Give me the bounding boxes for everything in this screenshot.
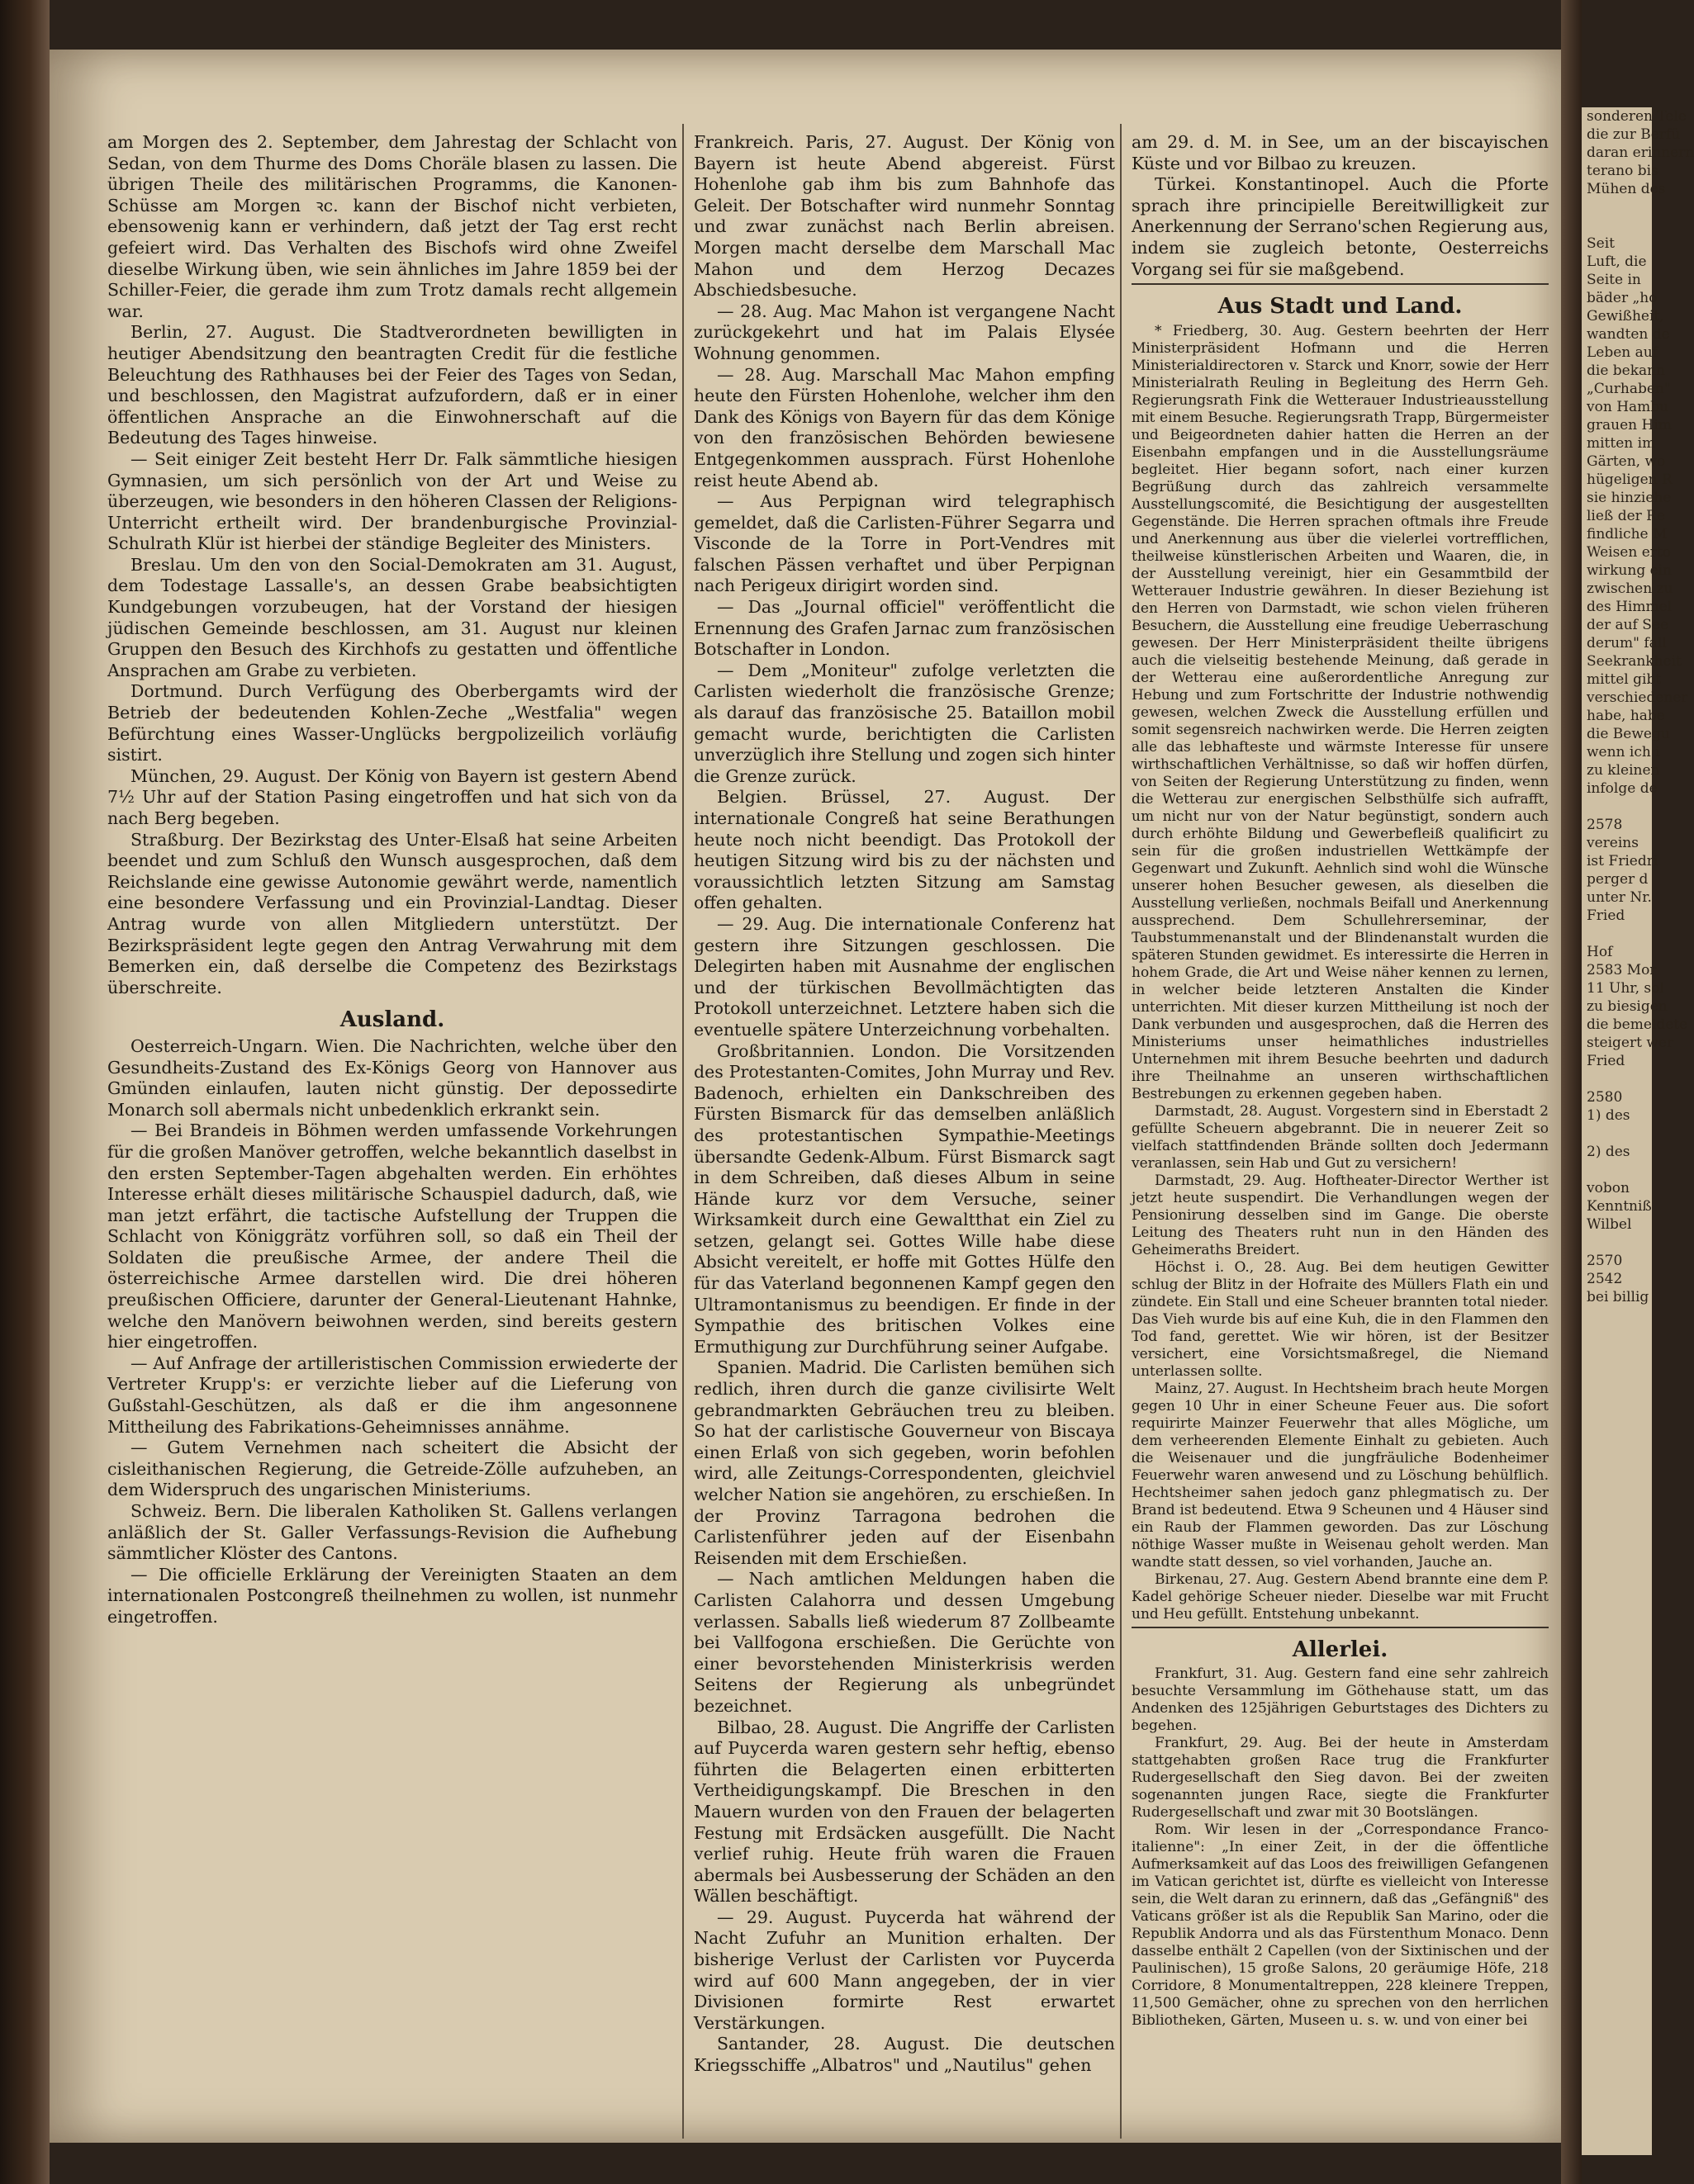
article-journal-officiel: — Das „Journal officiel" veröffentlicht die Ernennung des Grafen Jarnac zum französischen Botschafter in London. [694, 597, 1115, 660]
adjacent-page-line: Mühen des [1587, 181, 1666, 197]
adjacent-page-line: findliche M [1587, 526, 1668, 542]
adjacent-page-line: grauen Him [1587, 417, 1672, 433]
adjacent-page-line: zwischen zu [1587, 580, 1673, 597]
adjacent-page-line: daran erinnern [1587, 144, 1694, 161]
article-oesterreich: Oesterreich-Ungarn. Wien. Die Nachrichten, welche über den Gesundheits-Zustand des Ex-Königs Georg von Hannover aus Gmünden einlaufen, lauten nicht günstig. Der depossedirte Monarch soll abermals nicht unbedenklich erkrankt sein. [107, 1035, 677, 1120]
adjacent-page-line: von Hambu [1587, 399, 1669, 415]
section-heading-allerlei: Allerlei. [1292, 1637, 1388, 1662]
column-3 [1132, 132, 1549, 2030]
article-grossbritannien: Großbritannien. London. Die Vorsitzenden des Protestanten-Comites, John Murray und Rev. Badenoch, erhielten ein Dankschreiben des Fürsten Bismarck für das demselben anläßlich des protestantischen Sympathie-Meetings übersandte Gedenk-Album. Fürst Bismarck sagt in dem Schreiben, daß dieses Album in seine Hände kurz vor dem Versuche, seiner Wirksamkeit durch eine Gewaltthat ein Ziel zu setzen, gelangt sei. Gottes Wille habe diese Absicht vereitelt, er hoffe mit Gottes Hülfe den für das Vaterland begonnenen Kampf gegen den Ultramontanismus zu beendigen. Er finde in der Sympathie des britischen Volkes eine Ermuthigung zur Durchführung seiner Aufgabe. [694, 1040, 1115, 1357]
article-frankreich: Frankreich. Paris, 27. August. Der König von Bayern ist heute Abend abgereist. Fürst Hohenlohe gab ihm bis zum Bahnhofe das Geleit. Der Botschafter wird nunmehr Sonntag und zwar zunächst nach Berlin abreisen. Morgen macht derselbe dem Marschall Mac Mahon und dem Herzog Decazes Abschiedsbesuche. [694, 132, 1115, 301]
adjacent-page-line: mittel gibt [1587, 671, 1662, 688]
article-santander: Santander, 28. August. Die deutschen Kriegsschiffe „Albatros" und „Nautilus" gehen [694, 2034, 1115, 2076]
article-friedberg: * Friedberg, 30. Aug. Gestern beehrten der Herr Ministerpräsident Hofmann und die Herren Ministerialdirectoren v. Starck und Knorr, sowie der Herr Ministerialrath Reuling in Begleitung des Herrn Geh. Regierungsrath Fink die Wetterauer Industrieausstellung mit einem Besuche. Regierungsrath Trapp, Bürgermeister und Beigeordneten dahier hatten die Herren an der Eisenbahn empfangen und in die Ausstellungsräume begleitet. Hier begann sofort, nach einer kurzen Begrüßung durch das zahlreich versammelte Ausstellungscomité, die Besichtigung der ausgestellten Gegenstände. Die Herren sprachen oftmals ihre Freude und Anerkennung aus über die vielerlei vortrefflichen, theilweise künstlerischen Arbeiten und Waaren, die, in der Ausstellung vereinigt, hier ein Gesammtbild der Wetterauer Industrie gewähren. In dieser Beziehung ist den Herren von Darmstadt, wie schon vielen früheren Besuchern, die Ausstellung eine freudige Ueberraschung gewesen. Der Herr Ministerpräsident theilte übrigens auch die vielseitig bestehende Meinung, daß gerade in der Wetterau eine außerordentliche Anregung zur Hebung und zum Fortschritte der Industrie nothwendig gewesen, welchen Zweck die Ausstellung erfüllen und somit segensreich nachwirken werde. Die Herren zeigten alle das lebhafteste und wärmste Interesse für unsere wirthschaftlichen Verhältnisse, so daß wir hoffen dürfen, von Seiten der Regierung Unterstützung zu finden, wenn die Wetterau zur energischen Selbsthülfe sich aufrafft, um nicht nur von der Natur begünstigt, sondern auch durch erhöhte Bildung und Gewerbefleiß qualificirt zu sein für die großen industriellen Wettkämpfe der Gegenwart und Zukunft. Aehnlich sind wohl die Wünsche unserer hohen Besucher gewesen, als dieselben die Ausstellung verließen, nochmals Beifall und Anerkennung aussprechend. Dem Schullehrerseminar, der Taubstummenanstalt und der Blindenanstalt wurden die späteren Stunden gewidmet. Es interessirte die Herren in hohem Grade, die Art und Weise näher kennen zu lernen, in welcher beide letzteren Anstalten die Kinder unterrichten. Mit dieser kurzen Mittheilung ist noch der Dank verbunden und ausgesprochen, daß die Herren des Ministeriums unser heimathliches industrielles Unternehmen mit ihrem Besuche beehrten und dadurch ihre Theilnahme an unseren wirthschaftlichen Bestrebungen zu erkennen gegeben haben. [1132, 322, 1549, 1102]
adjacent-page-line: habe, habe [1587, 708, 1665, 724]
adjacent-page-line: Gewißheit, [1587, 308, 1664, 325]
article-strassburg: Straßburg. Der Bezirkstag des Unter-Elsaß hat seine Arbeiten beendet und zum Schluß den Wunsch ausgesprochen, daß dem Reichslande eine gewisse Autonomie gewährt werde, namentlich eine besondere Verfassung und ein Provinzial-Landtag. Dieser Antrag wurde von allen Mitgliedern unterstützt. Der Bezirkspräsident legte gegen den Antrag Verwahrung mit dem Bemerken ein, daß derselbe die Competenz des Bezirkstags überschreite. [107, 829, 677, 997]
article-darmstadt-1: Darmstadt, 28. August. Vorgestern sind in Eberstadt 2 gefüllte Scheuern abgebrannt. Die in neuerer Zeit so vielfach stattfindenden Brände sollten doch Jedermann veranlassen, sein Hab und Gut zu versichern! [1132, 1102, 1549, 1172]
adjacent-page-line: infolge de [1587, 780, 1658, 797]
article-darmstadt-2: Darmstadt, 29. Aug. Hoftheater-Director Werther ist jetzt heute suspendirt. Die Verhandlungen wegen der Pensionirung desselben sind im Gange. Die oberste Leitung des Theaters ruht nun in den Händen des Geheimeraths Breidert. [1132, 1172, 1549, 1258]
adjacent-page-line: Gärten, wo [1587, 453, 1666, 470]
adjacent-page-line [1582, 925, 1652, 943]
adjacent-page-line: 1) des [1587, 1107, 1630, 1124]
adjacent-page-line: derum" fall [1587, 635, 1667, 651]
section-rule [1132, 1627, 1549, 1628]
adjacent-page-fragment [1582, 107, 1694, 2155]
adjacent-page-line: 2) des [1587, 1144, 1630, 1160]
adjacent-page-line [1582, 198, 1652, 216]
adjacent-page-line: 2542 [1587, 1271, 1623, 1287]
column-rule-2 [1120, 124, 1122, 2139]
article-muenchen: München, 29. August. Der König von Bayern ist gestern Abend 7½ Uhr auf der Station Pasing eingetroffen und hat sich von da nach Berg begeben. [107, 765, 677, 828]
column-rule-1 [682, 124, 684, 2139]
column-1 [107, 132, 677, 1628]
adjacent-page-line: vereins [1587, 835, 1639, 851]
adjacent-page-line: Seite in [1587, 272, 1641, 288]
adjacent-page-line: terano bis [1587, 163, 1658, 179]
adjacent-page-line: die zur Berfü [1587, 126, 1681, 143]
adjacent-page-line: zu biesigen [1587, 998, 1668, 1015]
adjacent-page-line: Hof [1587, 944, 1613, 960]
adjacent-page-line [1582, 1234, 1652, 1252]
adjacent-page-line: vobon [1587, 1180, 1630, 1196]
article-falk: — Seit einiger Zeit besteht Herr Dr. Falk sämmtliche hiesigen Gymnasien, um sich persönlich von der Art und Weise zu überzeugen, wie besonders in den höheren Classen der Religions-Unterricht ertheilt wird. Der brandenburgische Provinzial-Schulrath Klür ist hierbei der ständige Begleiter des Ministers. [107, 448, 677, 554]
book-binding-left [0, 0, 50, 2184]
article-birkenau: Birkenau, 27. Aug. Gestern Abend brannte eine dem P. Kadel gehörige Scheuer nieder. Dieselbe war mit Frucht und Heu gefüllt. Entstehung unbekannt. [1132, 1570, 1549, 1623]
article-sedan-bishop: am Morgen des 2. September, dem Jahrestag der Schlacht von Sedan, von dem Thurme des Doms Choräle blasen zu lassen. Die übrigen Theile des militärischen Programms, die Kanonen-Schüsse am Morgen ꝛc. kann der Bischof nicht verbieten, ebensowenig kann er verhindern, daß jetzt der Tag erst recht gefeiert wird. Das Verhalten des Bischofs wird ohne Zweifel dieselbe Wirkung üben, wie sein ähnliches im Jahre 1859 bei der Schiller-Feier, die gerade ihm zum Trotz damals recht allgemein war. [107, 132, 677, 321]
article-frankfurt-2: Frankfurt, 29. Aug. Bei der heute in Amsterdam stattgehabten großen Race trug die Frankfurter Rudergesellschaft den Sieg davon. Bei der zweiten sogenannten jungen Race, siegte die Frankfurter Rudergesellschaft und zwar mit 30 Bootslängen. [1132, 1735, 1549, 1822]
column-2 [694, 132, 1115, 2077]
adjacent-page-line: sonderen Tele [1587, 108, 1687, 125]
adjacent-page-line: „Curhaben" [1587, 381, 1671, 397]
article-bilbao: Bilbao, 28. August. Die Angriffe der Carlisten auf Puycerda waren gestern sehr heftig, ebenso führten die Belagerten einen erbitterten Vertheidigungskampf. Die Breschen in den Mauern wurden von den Frauen der belagerten Festung mit Erdsäcken ausgefüllt. Die Nacht verlief ruhig. Heute früh waren die Frauen abermals bei Ausbesserung der Schäden an den Wällen beschäftigt. [694, 1717, 1115, 1907]
adjacent-page-line: bäder „ho [1587, 290, 1658, 306]
article-krupp: — Auf Anfrage der artilleristischen Commission erwiederte der Vertreter Krupp's: er verzichte lieber auf die Lieferung von Gußstahl-Geschützen, als daß er die ihm angesonnene Mittheilung des Fabrikations-Geheimnisses annähme. [107, 1353, 677, 1437]
article-mac-mahon-1: — 28. Aug. Mac Mahon ist vergangene Nacht zurückgekehrt und hat im Palais Elysée Wohnung genommen. [694, 301, 1115, 363]
article-moniteur: — Dem „Moniteur" zufolge verletzten die Carlisten wiederholt die französische Grenze; als darauf das französische 25. Bataillon mobil gemacht wurde, berichtigten die Carlisten unverzüglich ihre Stellung und zogen sich hinter die Grenze zurück. [694, 660, 1115, 786]
adjacent-page-line: Kenntniß [1587, 1198, 1652, 1215]
adjacent-page-line: verschiedener [1587, 689, 1688, 706]
adjacent-page-line [1582, 216, 1652, 235]
adjacent-page-line: wirkung ein [1587, 562, 1673, 579]
section-heading-ausland: Ausland. [339, 1007, 445, 1033]
adjacent-page-line: 2580 [1587, 1089, 1623, 1106]
article-perpignan: — Aus Perpignan wird telegraphisch gemeldet, daß die Carlisten-Führer Segarra und Visconde de la Torre in Port-Vendres mit falschen Pässen verhaftet und über Perpignan nach Perigeux dirigirt worden sind. [694, 491, 1115, 596]
article-frankfurt-1: Frankfurt, 31. Aug. Gestern fand eine sehr zahlreich besuchte Versammlung im Göthehause statt, um das Andenken des 125jährigen Geburtstages des Dichters zu begehen. [1132, 1665, 1549, 1735]
article-berlin-stadtverordnete: Berlin, 27. August. Die Stadtverordneten bewilligten in heutiger Abendsitzung den beantragten Credit für die festliche Beleuchtung des Rathhauses bei der Feier des Tages von Sedan, und beschlossen, den Magistrat aufzufordern, daß er in einer öffentlichen Ansprache an die Einwohnerschaft auf die Bedeutung des Tages hinweise. [107, 322, 677, 448]
adjacent-page-line: mitten im [1587, 435, 1656, 452]
adjacent-page-line: 2570 [1587, 1253, 1623, 1269]
adjacent-page-line: sie hinziehe [1587, 490, 1672, 506]
adjacent-page-line: steigert wer [1587, 1035, 1674, 1051]
adjacent-page-line: ließ der Re [1587, 508, 1666, 524]
section-rule [1132, 283, 1549, 285]
article-spanien: Spanien. Madrid. Die Carlisten bemühen sich redlich, ihren durch die ganze civilisirte Welt gebrandmarkten Gebräuchen treu zu bleiben. So hat der carlistische Gouverneur von Biscaya einen Erlaß von sich gegeben, worin befohlen wird, alle Zeitungs-Correspondenten, gleichviel welcher Nation sie angehören, zu erschießen. In der Provinz Tarragona bedrohen die Carlistenführer jeden auf der Eisenbahn Reisenden mit dem Erschießen. [694, 1357, 1115, 1568]
adjacent-page-line: bei billig [1587, 1289, 1649, 1305]
adjacent-page-line: wenn ich i [1587, 744, 1660, 760]
adjacent-page-line: Luft, die [1587, 253, 1647, 270]
adjacent-page-line: Weisen erto [1587, 544, 1671, 561]
section-heading-stadt-land: Aus Stadt und Land. [1217, 294, 1463, 320]
article-postcongress: — Die officielle Erklärung der Vereinigten Staaten an dem internationalen Postcongreß theilnehmen zu wollen, ist nunmehr eingetroffen. [107, 1564, 677, 1627]
article-schweiz: Schweiz. Bern. Die liberalen Katholiken St. Gallens verlangen anläßlich der St. Galler Verfassungs-Revision die Aufhebung sämmtlicher Klöster des Cantons. [107, 1501, 677, 1564]
adjacent-page-line: Fried [1587, 907, 1625, 924]
adjacent-page-line: Fried [1587, 1053, 1625, 1069]
article-belgien: Belgien. Brüssel, 27. August. Der internationale Congreß hat seine Berathungen heute noch nicht beendigt. Das Protokoll der heutigen Sitzung wird bis zu der nächsten und voraussichtlich letzten Sitzung am Samstag offen gehalten. [694, 787, 1115, 913]
adjacent-page-line: ist Friedri [1587, 853, 1658, 869]
adjacent-page-line [1582, 1070, 1652, 1088]
adjacent-page-line: hügeligen R [1587, 471, 1673, 488]
article-breslau: Breslau. Um den von den Social-Demokraten am 31. August, dem Todestage Lassalle's, an dessen Grabe beabsichtigten Kundgebungen vorzubeugen, hat der Vorstand der hiesigen jüdischen Gemeinde beschlossen, am 31. August nur kleinen Gruppen den Besuch des Kirchhofs zu gestatten und öffentliche Ansprachen am Grabe zu verbieten. [107, 554, 677, 680]
adjacent-page-line: die bemeldete [1587, 1016, 1688, 1033]
adjacent-page-line: 11 Uhr, sol [1587, 980, 1664, 997]
adjacent-page-line: Wilbel [1587, 1216, 1632, 1233]
article-rom: Rom. Wir lesen in der „Correspondance Franco-italienne": „In einer Zeit, in der die öffentliche Aufmerksamkeit auf das Loos des freiwilligen Gefangenen im Vatican gerichtet ist, dürfte es vielleicht von Interesse sein, die Welt daran zu erinnern, daß das „Gefängniß" des Vaticans größer ist als die Republik San Marino, oder die Republik Andorra und als das Fürstenthum Monaco. Denn dasselbe enthält 2 Capellen (von der Sixtinischen und der Paulinischen), 15 große Salons, 20 geräumige Höfe, 218 Corridore, 8 Monumentaltreppen, 228 kleinere Treppen, 11,500 Gemächer, ohne zu sprechen von den herrlichen Bibliotheken, Gärten, Museen u. s. w. und von einer bei [1132, 1822, 1549, 2030]
adjacent-page-line [1582, 1125, 1652, 1143]
adjacent-page-line [1582, 798, 1652, 816]
article-santander-cont: am 29. d. M. in See, um an der biscayischen Küste und vor Bilbao zu kreuzen. [1132, 132, 1549, 173]
adjacent-page-line: zu kleinen [1587, 762, 1660, 779]
article-dortmund: Dortmund. Durch Verfügung des Oberbergamts wird der Betrieb der bedeutenden Kohlen-Zeche „Westfalia" wegen Befürchtung eines Wasser-Unglücks bergpolizeilich vorläufig sistirt. [107, 681, 677, 765]
article-calahorra: — Nach amtlichen Meldungen haben die Carlisten Calahorra und dessen Umgebung verlassen. Saballs ließ wiederum 87 Zollbeamte bei Vallfogona erschießen. Die Gerüchte von einer bevorstehenden Ministerkrisis werden Seitens der Regierung als unbegründet bezeichnet. [694, 1569, 1115, 1716]
adjacent-page-line: Seekrankheit [1587, 653, 1682, 670]
adjacent-page-line: Seit [1587, 235, 1615, 252]
article-getreide-zoelle: — Gutem Vernehmen nach scheitert die Absicht der cisleithanischen Regierung, die Getreide-Zölle aufzuheben, an dem Widerspruch des ungarischen Ministeriums. [107, 1438, 677, 1500]
adjacent-page-line: perger d [1587, 871, 1649, 888]
adjacent-page-line: wandten de [1587, 326, 1670, 343]
book-gutter [1561, 0, 1582, 2184]
adjacent-page-line: die bekann [1587, 362, 1666, 379]
adjacent-page-line: des Himmel [1587, 599, 1673, 615]
adjacent-page-line: 2578 [1587, 817, 1623, 833]
adjacent-page-line: unter Nr. [1587, 889, 1652, 906]
article-conferenz: — 29. Aug. Die internationale Conferenz hat gestern ihre Sitzungen geschlossen. Die Delegirten haben mit Ausnahme der englischen und der türkischen Bevollmächtigten das Protokoll unterzeichnet. Letztere haben sich die eventuelle spätere Unterzeichnung vorbehalten. [694, 913, 1115, 1040]
adjacent-page-line: der auf See [1587, 617, 1669, 633]
article-tuerkei: Türkei. Konstantinopel. Auch die Pforte sprach ihre principielle Bereitwilligkeit zur Anerkennung der Serrano'schen Regierung aus, indem sie zugleich betonte, Oesterreichs Vorgang sei für sie maßgebend. [1132, 174, 1549, 279]
article-mac-mahon-2: — 28. Aug. Marschall Mac Mahon empfing heute den Fürsten Hohenlohe, welcher ihm den Dank des Königs von Bayern für das dem Könige von den französischen Behörden bewiesene Entgegenkommen aussprach. Fürst Hohenlohe reist heute Abend ab. [694, 364, 1115, 490]
article-hoechst: Höchst i. O., 28. Aug. Bei dem heutigen Gewitter schlug der Blitz in der Hofraite des Müllers Flath ein und zündete. Ein Stall und eine Scheuer brannten total nieder. Das Vieh wurde bis auf eine Kuh, die in den Flammen den Tod fand, gerettet. Wie wir hören, ist der Besitzer versichert, eine Vorsichtsmaßregel, die Niemand unterlassen sollte. [1132, 1258, 1549, 1380]
adjacent-page-line [1582, 1161, 1652, 1179]
adjacent-page-line: 2583 Mor [1587, 962, 1657, 978]
article-puycerda: — 29. August. Puycerda hat während der Nacht Zufuhr an Munition erhalten. Der bisherige Verlust der Carlisten vor Puycerda wird auf 600 Mann angegeben, der in vier Divisionen formirte Rest erwartet Verstärkungen. [694, 1907, 1115, 2033]
article-brandeis: — Bei Brandeis in Böhmen werden umfassende Vorkehrungen für die großen Manöver getroffen, welche bekanntlich daselbst in den ersten September-Tagen abgehalten werden. Ein erhöhtes Interesse erhält dieses militärische Schauspiel dadurch, daß, wie man jetzt erfährt, die tactische Aufstellung der Truppen die Schlacht von Königgrätz vorführen soll, so daß ein Theil der Soldaten die preußische Armee, der andere Theil die österreichische Armee darstellen wird. Die drei höheren preußischen Officiere, darunter der General-Lieutenant Hahnke, welche den Manövern beiwohnen werden, sind bereits gestern hier eingetroffen. [107, 1120, 677, 1353]
adjacent-page-line: Leben auf [1587, 344, 1658, 361]
article-mainz: Mainz, 27. August. In Hechtsheim brach heute Morgen gegen 10 Uhr in einer Scheune Feuer aus. Die sofort requirirte Mainzer Feuerwehr that alles Mögliche, um dem verheerenden Elemente Einhalt zu gebieten. Auch die Weisenauer und die jungfräuliche Bodenheimer Feuerwehr waren anwesend und zu Löschung behülflich. Hechtsheimer sahen jedoch ganz phlegmatisch zu. Der Brand ist bedeutend. Etwa 9 Scheunen und 4 Häuser sind ein Raub der Flammen geworden. Das zur Löschung nöthige Wasser mußte in Weisenau geholt werden. Man wandte statt dessen, so viel vorhanden, Jauche an. [1132, 1380, 1549, 1570]
adjacent-page-line: die Bewegu [1587, 726, 1670, 742]
